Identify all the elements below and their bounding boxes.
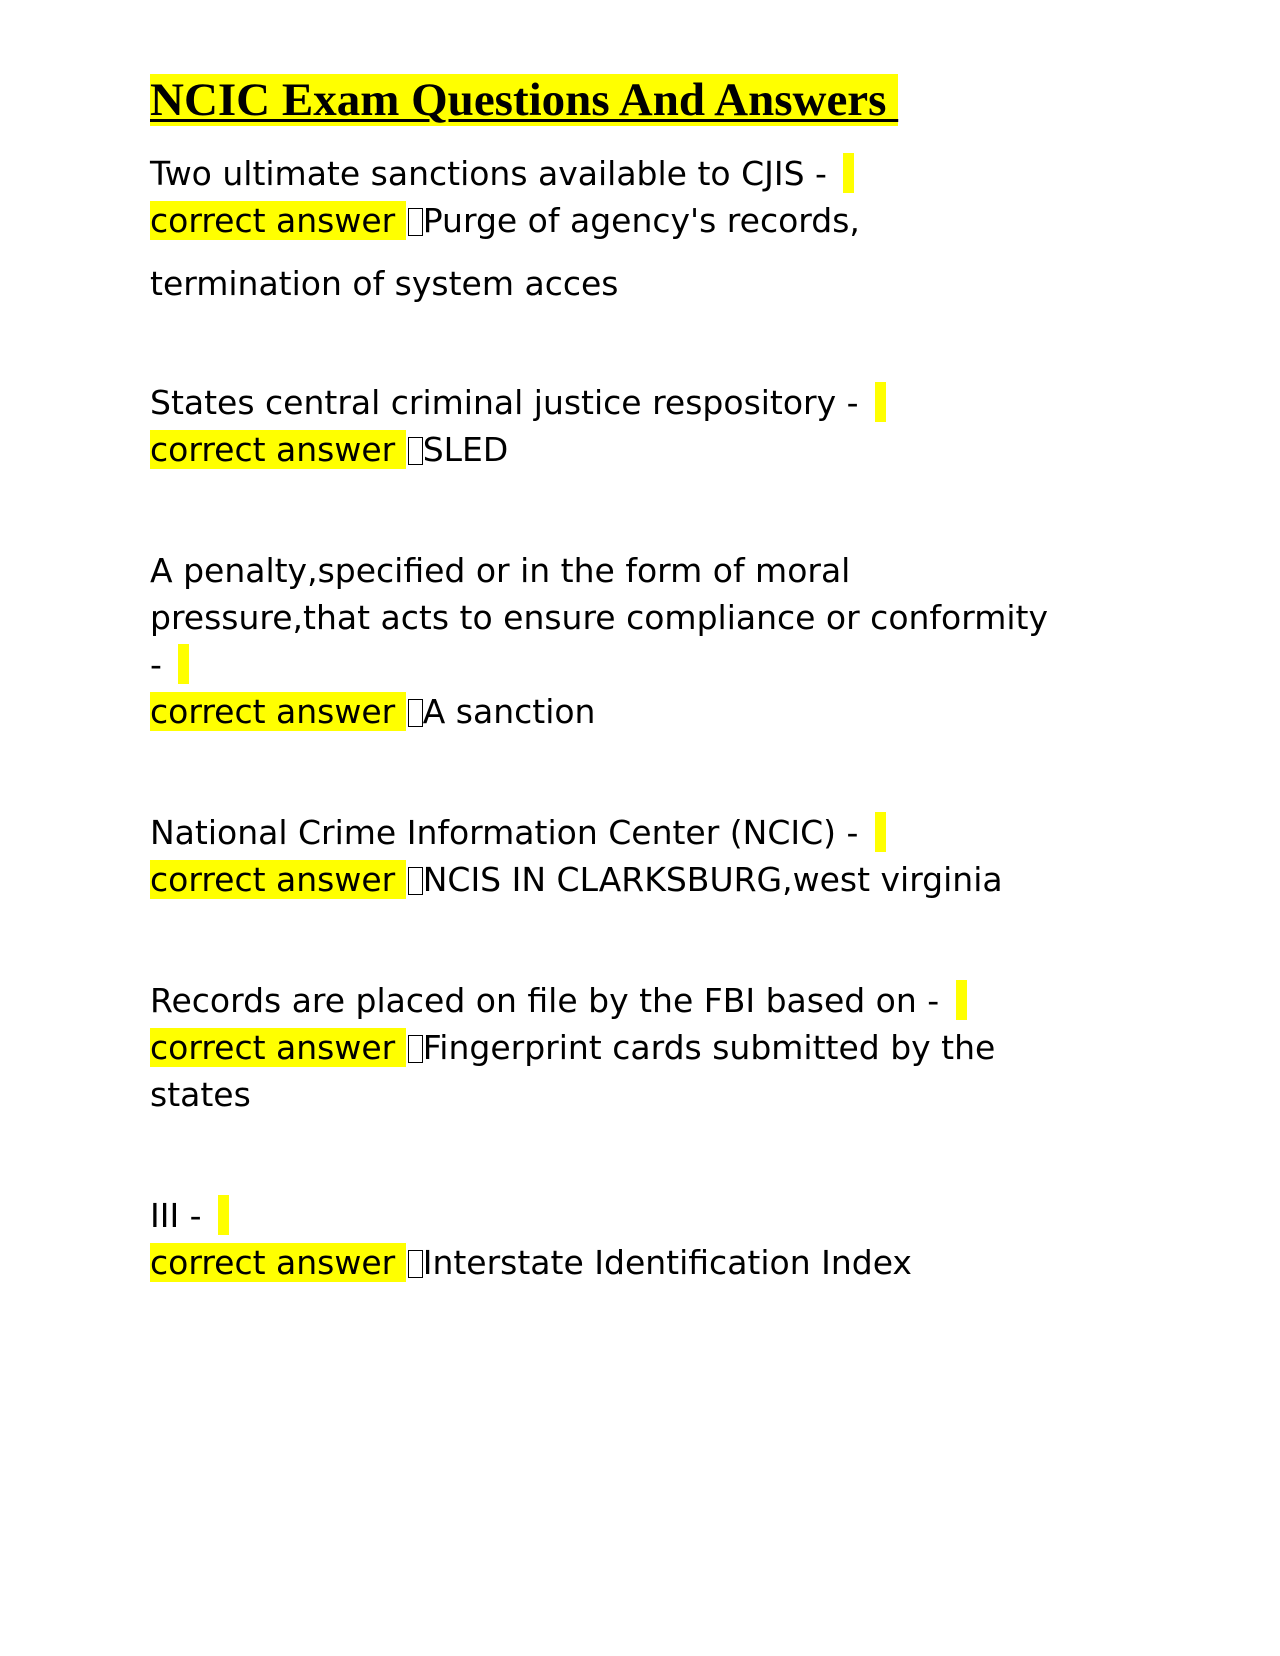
question-text: A penalty,specified or in the form of moral: [150, 551, 851, 590]
question-text-continued: pressure,that acts to ensure compliance or conformity: [150, 598, 1049, 637]
question-text: Records are placed on file by the FBI based on -: [150, 977, 1130, 1024]
missing-glyph-icon: [408, 1035, 423, 1063]
answer-text: correct answer Fingerprint cards submitted by the: [150, 1028, 996, 1067]
qa-item: [150, 150, 1130, 307]
qa-item: [150, 977, 1130, 1118]
highlight-marker: [843, 153, 854, 193]
missing-glyph-icon: [408, 699, 423, 727]
answer-label: correct answer: [150, 1028, 406, 1067]
answer-label: correct answer: [150, 430, 406, 469]
answer-label: correct answer: [150, 692, 406, 731]
document-title: [150, 72, 1130, 128]
highlight-marker: [875, 812, 886, 852]
question-text: III -: [150, 1192, 1130, 1239]
qa-item: [150, 1192, 1130, 1286]
missing-glyph-icon: [408, 437, 423, 465]
qa-item: [150, 547, 1130, 735]
document-page: [150, 72, 1130, 1286]
answer-text: correct answer Interstate Identification Index: [150, 1243, 912, 1282]
question-text: Two ultimate sanctions available to CJIS -: [150, 150, 1130, 197]
answer-text: correct answer Purge of agency's records,: [150, 201, 860, 240]
answer-text-continued: states: [150, 1075, 251, 1114]
highlight-marker: [218, 1195, 229, 1235]
answer-text: correct answer SLED: [150, 430, 509, 469]
qa-item: [150, 809, 1130, 903]
highlight-marker: [178, 644, 189, 684]
qa-list: [150, 150, 1130, 1286]
question-text: National Crime Information Center (NCIC) -: [150, 809, 1130, 856]
answer-text: correct answer A sanction: [150, 692, 596, 731]
title-highlight: NCIC Exam Questions And Answers: [150, 74, 899, 126]
question-text-continued: -: [150, 641, 1130, 688]
missing-glyph-icon: [408, 867, 423, 895]
highlight-marker: [956, 980, 967, 1020]
answer-text-continued: termination of system acces: [150, 264, 619, 303]
answer-label: correct answer: [150, 1243, 406, 1282]
answer-label: correct answer: [150, 860, 406, 899]
missing-glyph-icon: [408, 1250, 423, 1278]
missing-glyph-icon: [408, 208, 423, 236]
qa-item: [150, 379, 1130, 473]
highlight-marker: [875, 382, 886, 422]
answer-text: correct answer NCIS IN CLARKSBURG,west virginia: [150, 860, 1003, 899]
answer-label: correct answer: [150, 201, 406, 240]
question-text: States central criminal justice respository -: [150, 379, 1130, 426]
